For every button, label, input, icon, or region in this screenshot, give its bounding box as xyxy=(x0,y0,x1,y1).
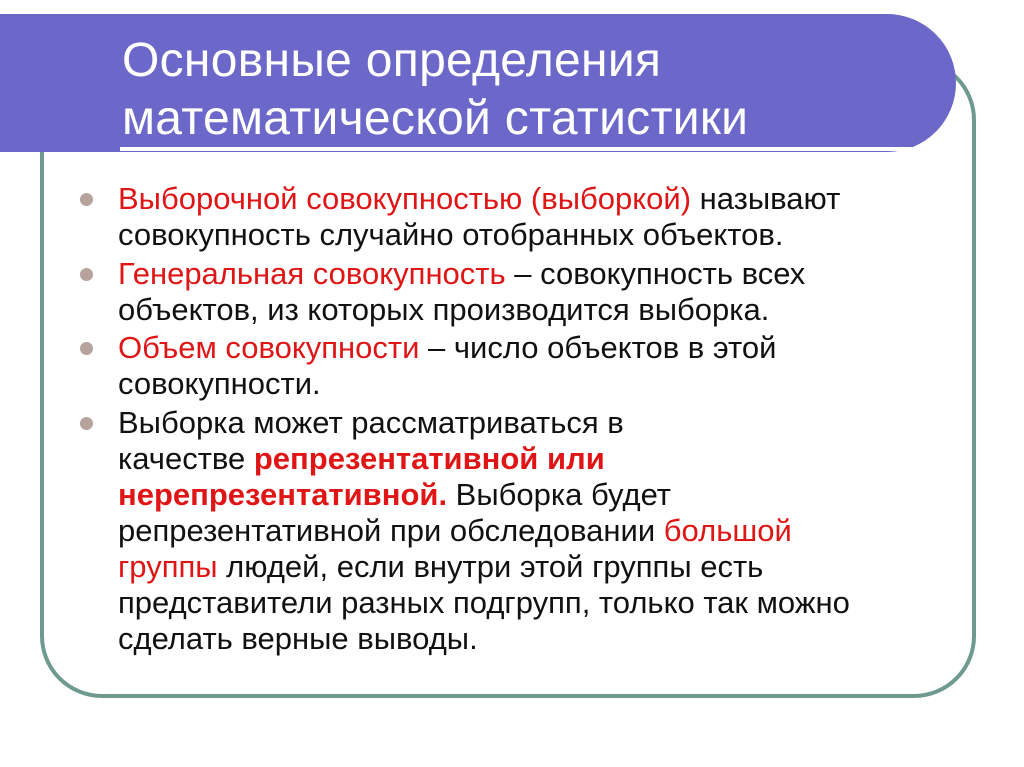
slide-title xyxy=(122,32,922,148)
rep-line-5-plain: людей, если внутри этой группы есть xyxy=(217,549,764,584)
rep-line-6: представители разных подгрупп, только так можно xyxy=(118,585,850,620)
bullet-icon xyxy=(80,342,93,355)
definition-population-1: – совокупность всех xyxy=(505,256,806,291)
title-line-1: Основные определения xyxy=(122,34,662,87)
bullet-icon xyxy=(80,268,93,281)
bullet-item-population xyxy=(118,256,948,328)
bullet-item-volume xyxy=(118,330,948,402)
title-bar xyxy=(0,14,956,152)
bullet-item-sample xyxy=(118,181,948,253)
bullet-item-representative xyxy=(118,405,948,657)
rep-line-7: сделать верные выводы. xyxy=(118,621,478,656)
definition-volume-2: совокупности. xyxy=(118,366,321,401)
bullet-list xyxy=(118,181,948,659)
definition-volume-1: – число объектов в этой xyxy=(419,330,777,365)
rep-line-4-plain: репрезентативной при обследовании xyxy=(118,513,664,548)
definition-sample-2: совокупность случайно отобранных объектов. xyxy=(118,217,784,252)
definition-population-2: объектов, из которых производится выборка. xyxy=(118,292,770,327)
rep-line-1: Выборка может рассматриваться в xyxy=(118,405,624,440)
title-underline xyxy=(120,147,912,151)
bullet-icon xyxy=(80,193,93,206)
definition-sample-1: называют xyxy=(691,181,841,216)
term-volume: Объем совокупности xyxy=(118,330,420,365)
rep-line-3-plain: Выборка будет xyxy=(447,477,672,512)
term-population: Генеральная совокупность xyxy=(118,256,506,291)
rep-line-5-hl: группы xyxy=(118,549,218,584)
rep-line-2-plain: качестве xyxy=(118,441,254,476)
title-line-2: математической статистики xyxy=(122,92,749,145)
bullet-icon xyxy=(80,417,93,430)
rep-line-2-bold: репрезентативной или xyxy=(253,441,605,476)
term-sample: Выборочной совокупностью (выборкой) xyxy=(118,181,692,216)
rep-line-4-hl: большой xyxy=(663,513,792,548)
rep-line-3-bold: нерепрезентативной. xyxy=(118,477,448,512)
